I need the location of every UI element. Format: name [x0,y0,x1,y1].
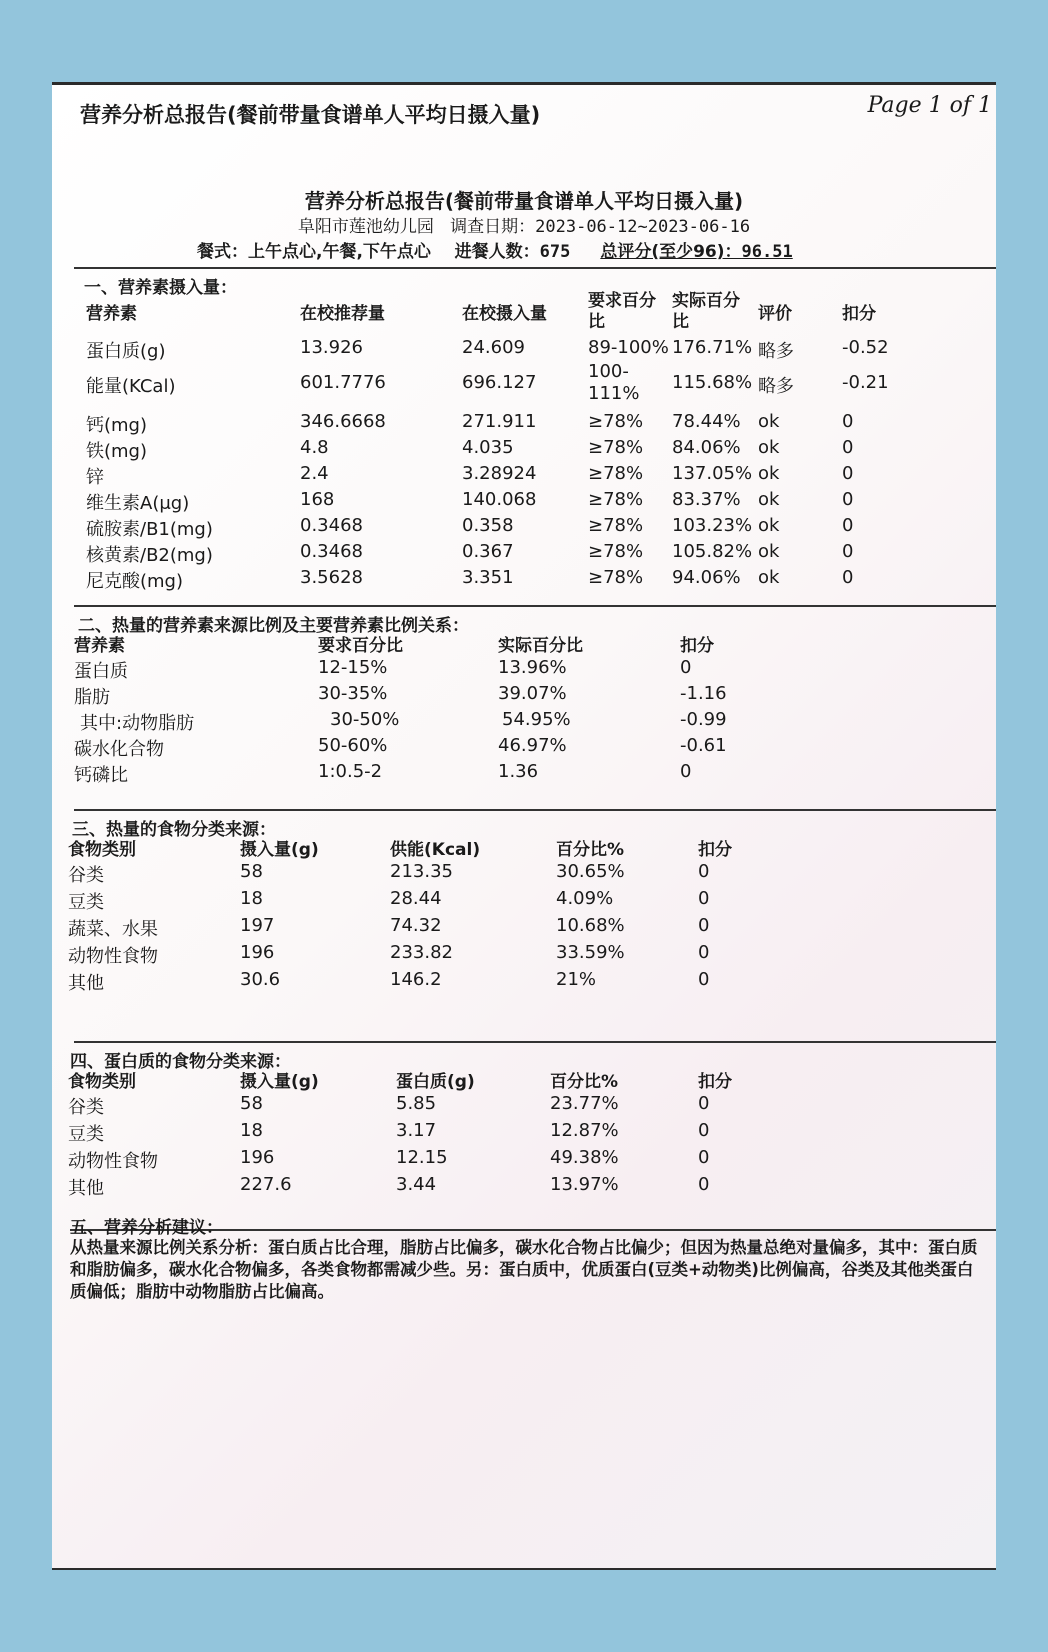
table-cell: ok [758,489,780,510]
page-indicator: Page 1 of 1 [867,93,992,118]
divider [74,267,996,269]
table-cell: 46.97% [498,735,567,756]
row-label: 动物性食物 [68,1151,158,1172]
table-cell: 49.38% [550,1147,619,1168]
table-cell: 0.358 [462,515,514,536]
column-header: 百分比% [556,840,625,860]
table-cell: -0.61 [680,735,727,756]
table-cell: ≥78% [588,567,644,588]
row-label: 蔬菜、水果 [68,919,158,940]
column-header: 扣分 [842,304,876,324]
column-header: 在校摄入量 [462,304,547,324]
table-cell: ≥78% [588,541,644,562]
row-label: 钙(mg) [86,415,148,436]
row-label: 谷类 [68,1097,104,1118]
table-cell: 103.23% [672,515,753,536]
section4-title: 四、蛋白质的食物分类来源： [70,1052,291,1072]
table-cell: 21% [556,969,597,990]
table-cell: 4.035 [462,437,514,458]
table-cell: 54.95% [502,709,571,730]
table-cell: ok [758,541,780,562]
table-cell: 30-35% [318,683,388,704]
advice-paragraph [70,1237,988,1303]
column-header: 要求百分比 [588,291,656,332]
table-cell: 0 [842,489,854,510]
table-cell: ok [758,463,780,484]
table-cell: 83.37% [672,489,741,510]
row-label: 硫胺素/B1(mg) [86,519,213,540]
table-cell: -0.99 [680,709,727,730]
score-value: 96.51 [741,242,793,262]
table-cell: 168 [300,489,335,510]
table-cell: 30-50% [330,709,400,730]
meal-types: 餐式：上午点心,午餐,下午点心 [197,242,431,262]
report-subtitle [52,212,996,237]
table-cell: ok [758,437,780,458]
column-header: 营养素 [86,304,137,324]
table-cell: 0.3468 [300,515,363,536]
column-header: 摄入量(g) [240,1072,319,1092]
table-cell: 213.35 [390,861,453,882]
row-label: 蛋白质 [74,661,128,682]
divider [74,605,996,607]
column-header: 扣分 [698,840,732,860]
table-cell: 0.367 [462,541,514,562]
table-cell: 197 [240,915,275,936]
table-cell: 58 [240,1093,263,1114]
column-header: 摄入量(g) [240,840,319,860]
section5-title: 五、营养分析建议： [70,1218,223,1238]
column-header: 食物类别 [68,1072,136,1092]
table-cell: 196 [240,1147,275,1168]
column-header: 实际百分比 [498,636,583,656]
row-label: 能量(KCal) [86,376,176,397]
table-cell: 10.68% [556,915,625,936]
table-cell: 233.82 [390,942,453,963]
table-cell: 28.44 [390,888,442,909]
table-cell: 5.85 [396,1093,437,1114]
column-header: 在校推荐量 [300,304,385,324]
date-value: 2023-06-12~2023-06-16 [535,217,751,237]
table-cell: 24.609 [462,337,525,358]
table-cell: 2.4 [300,463,329,484]
column-header: 扣分 [680,636,714,656]
report-meta [197,237,793,262]
diners-label: 进餐人数： [454,242,540,262]
total-score [600,242,792,262]
table-cell: 84.06% [672,437,741,458]
table-cell: 58 [240,861,263,882]
table-cell: 13.926 [300,337,363,358]
column-header: 百分比% [550,1072,619,1092]
table-cell: 12-15% [318,657,388,678]
column-header: 蛋白质(g) [396,1072,475,1092]
table-cell: 0 [842,541,854,562]
table-cell: 0 [680,761,692,782]
table-cell: ≥78% [588,489,644,510]
table-cell: 601.7776 [300,372,386,393]
table-cell: 146.2 [390,969,442,990]
table-cell: 0 [842,437,854,458]
row-label: 维生素A(μg) [86,493,190,514]
row-label: 脂肪 [74,687,110,708]
column-header: 供能(Kcal) [390,840,481,860]
table-cell: 13.96% [498,657,567,678]
table-cell: 0 [680,657,692,678]
table-cell: 0 [842,463,854,484]
table-cell: 0 [698,1174,710,1195]
table-cell: 39.07% [498,683,567,704]
row-label: 铁(mg) [86,441,148,462]
table-cell: 0 [842,411,854,432]
table-cell: 0 [698,915,710,936]
table-cell: 略多 [758,376,794,397]
table-cell: ≥78% [588,515,644,536]
row-label: 动物性食物 [68,946,158,967]
table-cell: 30.6 [240,969,281,990]
table-cell: 4.09% [556,888,614,909]
column-header: 要求百分比 [318,636,403,656]
table-cell: -0.21 [842,372,889,393]
table-cell: 23.77% [550,1093,619,1114]
table-cell: 346.6668 [300,411,386,432]
row-label: 豆类 [68,1124,104,1145]
row-label: 其中:动物脂肪 [80,713,195,734]
table-cell: 1:0.5-2 [318,761,383,782]
date-label: 调查日期： [450,217,536,237]
divider [74,1041,996,1043]
table-cell: 0 [842,567,854,588]
row-label: 谷类 [68,865,104,886]
row-label: 其他 [68,1178,104,1199]
table-cell: 33.59% [556,942,625,963]
row-label: 其他 [68,973,104,994]
table-cell: 0 [698,969,710,990]
row-label: 碳水化合物 [74,739,164,760]
table-cell: 30.65% [556,861,625,882]
table-cell: -1.16 [680,683,727,704]
table-cell: 1.36 [498,761,539,782]
table-cell: 12.15 [396,1147,448,1168]
table-cell: ok [758,567,780,588]
table-cell: 176.71% [672,337,753,358]
table-cell: 18 [240,1120,263,1141]
table-cell: 137.05% [672,463,753,484]
table-cell: 271.911 [462,411,537,432]
column-header: 扣分 [698,1072,732,1092]
section2-title: 二、热量的营养素来源比例及主要营养素比例关系： [78,616,469,636]
diners-value: 675 [539,242,571,262]
table-cell: 74.32 [390,915,442,936]
row-label: 尼克酸(mg) [86,571,184,592]
row-label: 锌 [86,467,104,488]
table-cell: 3.17 [396,1120,437,1141]
table-cell: 196 [240,942,275,963]
table-cell: 0 [698,1147,710,1168]
table-cell: 3.44 [396,1174,437,1195]
table-cell: ok [758,411,780,432]
table-cell: 3.351 [462,567,514,588]
header-title: 营养分析总报告(餐前带量食谱单人平均日摄入量) [80,103,541,127]
table-cell: 50-60% [318,735,388,756]
table-cell: 0.3468 [300,541,363,562]
advice-text: 从热量来源比例关系分析：蛋白质占比合理，脂肪占比偏多，碳水化合物占比偏少；但因为热量总绝对量偏多，其中：蛋白质和脂肪偏多，碳水化合物偏多，各类食物都需减少些。另：蛋白质中，优质蛋白(豆类+动物类)比例偏高，谷类及其他类蛋白质偏低；脂肪中动物脂肪占比偏高。 [70,1238,978,1301]
table-cell: -0.52 [842,337,889,358]
table-cell: 100-111% [588,361,640,404]
table-cell: 0 [698,1093,710,1114]
report-paper [52,82,996,1570]
row-label: 核黄素/B2(mg) [86,545,213,566]
table-cell: 89-100% [588,337,669,358]
table-cell: 115.68% [672,372,753,393]
table-cell: 4.8 [300,437,329,458]
table-cell: 78.44% [672,411,741,432]
table-cell: 105.82% [672,541,753,562]
table-cell: 0 [698,1120,710,1141]
table-cell: ≥78% [588,463,644,484]
table-cell: 696.127 [462,372,537,393]
table-cell: ok [758,515,780,536]
row-label: 豆类 [68,892,104,913]
row-label: 蛋白质(g) [86,341,166,362]
table-cell: 0 [698,888,710,909]
row-label: 钙磷比 [74,765,128,786]
column-header: 食物类别 [68,840,136,860]
school-name: 阜阳市莲池幼儿园 [297,217,434,237]
table-cell: 0 [842,515,854,536]
divider [74,809,996,811]
report-title: 营养分析总报告(餐前带量食谱单人平均日摄入量) [304,189,744,213]
column-header: 营养素 [74,636,125,656]
section1-title: 一、营养素摄入量： [84,278,237,298]
table-cell: ≥78% [588,437,644,458]
score-label: 总评分(至少96)： [600,242,742,262]
table-cell: 3.28924 [462,463,537,484]
table-cell: 13.97% [550,1174,619,1195]
table-cell: 94.06% [672,567,741,588]
column-header: 评价 [758,304,792,324]
table-cell: 0 [698,942,710,963]
table-cell: ≥78% [588,411,644,432]
section3-title: 三、热量的食物分类来源： [72,820,276,840]
table-cell: 140.068 [462,489,537,510]
table-cell: 12.87% [550,1120,619,1141]
table-cell: 18 [240,888,263,909]
table-cell: 3.5628 [300,567,363,588]
table-cell: 略多 [758,341,794,362]
table-cell: 227.6 [240,1174,292,1195]
column-header: 实际百分比 [672,291,740,332]
table-cell: 0 [698,861,710,882]
